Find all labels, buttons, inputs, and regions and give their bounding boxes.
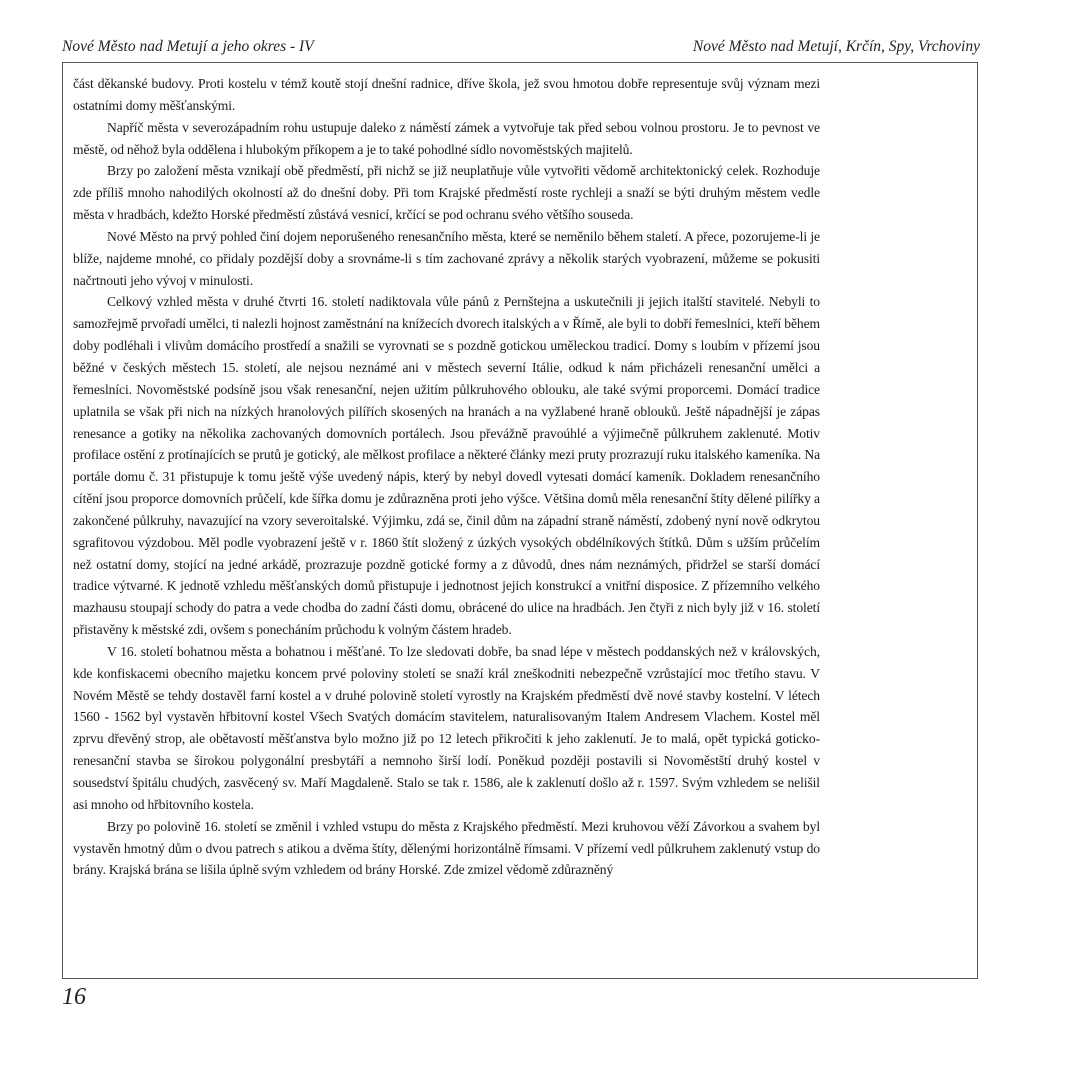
paragraph-6: V 16. století bohatnou města a bohatnou i měšťané. To lze sledovati dobře, ba snad lépe v městech poddanských než v královských, kde konfiskacemi obecního majetku koncem prvé poloviny století se snaží král zneškodniti nebezpečně vzrůstající moc třetího stavu. V Novém Městě se tehdy dostavěl farní kostel a v druhé polovině století vyrostly na Krajském předměstí dvě nové stavby kostelní. V létech 1560 - 1562 byl vystavěn hřbitovní kostel Všech Svatých domácím stavitelem, naturalisovaným Italem Andresem Vlachem. Kostel měl zprvu dřevěný strop, ale obětavostí měšťanstva bylo možno již po 12 letech přikročiti k jeho zaklenutí. Je to malá, opět typická goticko-renesanční stavba se širokou polygonální presbytáří a nemnoho širší lodí. Poněkud později postavili si Novoměstští druhý kostel v sousedství špitálu chudých, zasvěcený sv. Maří Magdaleně. Stalo se tak r. 1586, ale k zaklenutí došlo až r. 1597. Svým vzhledem se nelišil asi mnoho od hřbitovního kostela. [73,643,820,812]
running-header-right: Nové Město nad Metují, Krčín, Spy, Vrchoviny [692,38,980,55]
paragraph-2: Napříč města v severozápadním rohu ustupuje daleko z náměstí zámek a vytvořuje tak před sebou volnou prostoru. Je to pevnost ve městě, od něhož byla oddělena i hlubokým příkopem a je to také pohodlné sídlo novoměstských majitelů. [73,119,820,157]
text-frame [62,62,978,979]
body-text [73,73,820,881]
running-header-left: Nové Město nad Metují a jeho okres - IV [62,38,314,55]
paragraph-4: Nové Město na prvý pohled činí dojem neporušeného renesančního města, které se neměnilo během staletí. A přece, pozorujeme-li je blíže, najdeme mnohé, co přidaly pozdější doby a srovnáme-li s tím zachované zprávy a několik starých vyobrazení, můžeme se pokusiti načrtnouti jeho vývoj v minulosti. [73,228,820,288]
running-header [62,38,980,60]
paragraph-1: část děkanské budovy. Proti kostelu v témž koutě stojí dnešní radnice, dříve škola, jež svou hmotou dobře representuje svůj význam mezi ostatními domy měšťanskými. [73,76,820,113]
paragraph-5: Celkový vzhled města v druhé čtvrti 16. století nadiktovala vůle pánů z Pernštejna a uskutečnili ji jejich italští stavitelé. Nebyli to samozřejmě prvořadí umělci, ti nalezli hojnost zaměstnání na knížecích dvorech italských a v Římě, ale byli to dobří řemeslníci, kteří během doby podléhali i vlivům domácího prostředí a snažili se vyrovnati se s pozdně gotickou uměleckou tradicí. Domy s loubím v přízemí jsou běžné v českých městech 15. století, ale nejsou neznámé ani v městech severní Itálie, odkud k nám přicházeli renesanční umělci a řemeslníci. Novoměstské podsíně jsou však renesanční, nejen užitím půlkruhového oblouku, ale také svými proporcemi. Domácí tradice uplatnila se však při nich na nízkých hranolových pilířích skosených na hranách a na vyžlabené hraně oblouků. Ještě nápadnější je zápas renesance a gotiky na několika zachovaných domovních portálech. Jsou převážně pravoúhlé a výjimečně půlkruhem zaklenuté. Motiv profilace ostění z protínajících se prutů je gotický, ale mělkost profilace a některé články mezi pruty prozrazují ruku italského kameníka. Na portále domu č. 31 přistupuje k tomu ještě výše uvedený nápis, který by nebyl dovedl vytesati domácí kameník. Dokladem renesančního cítění jsou proporce domovních průčelí, kde šířka domu je zdůrazněna proti jeho výšce. Většina domů měla renesanční štíty dělené pilířky a zakončené půlkruhy, navazující na vzory severoitalské. Výjimku, zdá se, činil dům na západní straně náměstí, zdobený nyní nově odkrytou sgrafitovou výzdobou. Měl podle vyobrazení ještě v r. 1860 štít složený z úzkých vysokých obdélníkových štítků. Dům s užším průčelím než ostatní domy, stojící na jedné arkádě, prozrazuje pozdně gotické formy a z důvodů, dnes nám neznámých, přidržel se starší domácí tradice výtvarné. K jednotě vzhledu měšťanských domů přistupuje i jednotnost jejich konstrukcí a vnitřní disposice. Z přízemního velkého mazhausu stoupají schody do patra a vede chodba do zadní části domu, obrácené do ulice na hradbách. Jen čtyři z nich byly již v 16. století přistavěny k městské zdi, ovšem s ponecháním průchodu k volným částem hradeb. [73,294,820,638]
page-number: 16 [62,984,86,1010]
paragraph-7: Brzy po polovině 16. století se změnil i vzhled vstupu do města z Krajského předměstí. Mezi kruhovou věží Závorkou a svahem byl vystavěn hmotný dům o dvou patrech s atikou a dvěma štíty, dělenými horizontálně římsami. V přízemí vedl půlkruhem zaklenutý vstup do brány. Krajská brána se lišila úplně svým vzhledem od brány Horské. Zde zmizel vědomě zdůrazněný [73,818,820,878]
paragraph-3: Brzy po založení města vznikají obě předměstí, při nichž se již neuplatňuje vůle vytvořiti vědomě architektonický celek. Rozhoduje zde příliš mnoho nahodilých okolností až do dnešní doby. Při tom Krajské předměstí roste rychleji a snaží se býti druhým městem vedle města v hradbách, kdežto Horské předměstí zůstává vesnicí, krčící se pod ochranu svého většího souseda. [73,163,820,223]
